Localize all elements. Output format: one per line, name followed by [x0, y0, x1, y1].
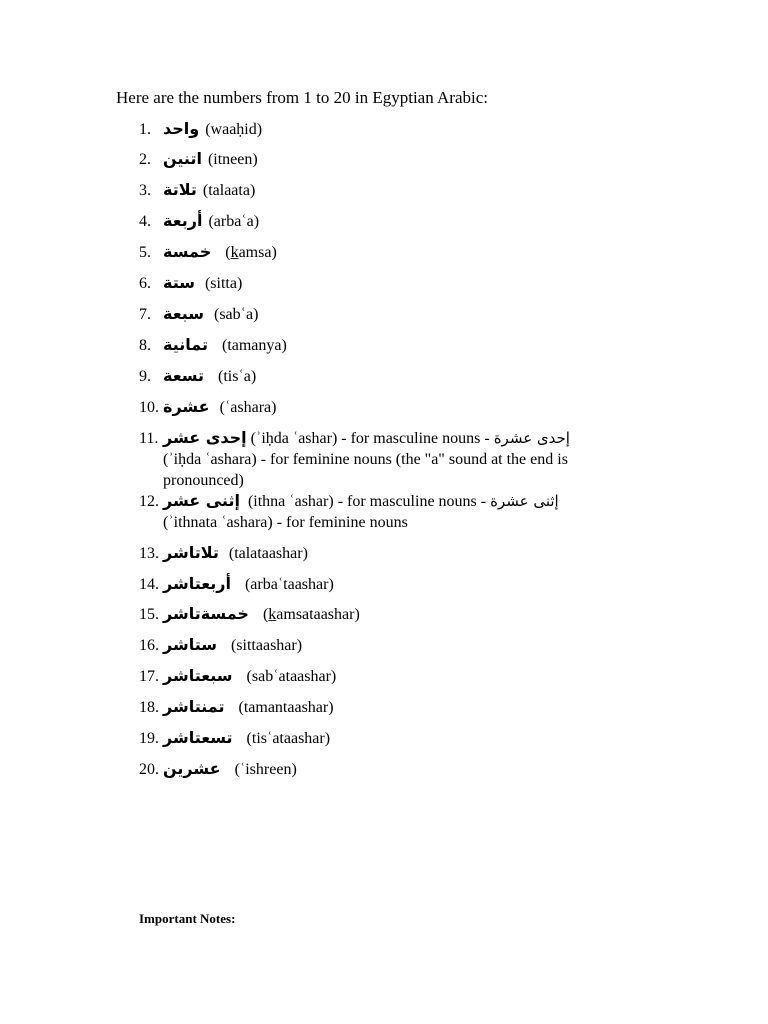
list-item [139, 573, 334, 595]
transliteration: (waaḥid) [205, 121, 263, 138]
list-item [139, 148, 258, 170]
intro-text: Here are the numbers from 1 to 20 in Egyptian Arabic: [116, 88, 488, 107]
list-item [139, 603, 360, 625]
item-number: 2. [139, 151, 151, 168]
transliteration: (sabʿa) [214, 306, 259, 323]
list-item [139, 634, 302, 656]
item-number: 18. [139, 699, 159, 716]
arabic-word-feminine: إحدى عشرة [493, 429, 570, 447]
list-item [139, 334, 287, 356]
transliteration: (talaata) [202, 182, 256, 199]
arabic-word-feminine: إثنى عشرة [490, 492, 559, 510]
arabic-word: ستاشر [163, 635, 217, 654]
list-item [139, 542, 308, 564]
list-item [139, 365, 256, 387]
arabic-word: خمسةتاشر [163, 604, 249, 623]
item-number: 5. [139, 244, 151, 261]
transliteration: (itneen) [207, 151, 258, 168]
item-number: 10. [139, 399, 159, 416]
arabic-word: عشرين [163, 759, 221, 778]
arabic-word: إثنى عشر [163, 491, 240, 510]
transliteration: (k̲amsataashar) [262, 606, 360, 623]
list-item [139, 118, 262, 140]
list-item [139, 427, 639, 491]
list-item [139, 272, 242, 294]
arabic-word: اتنين [163, 149, 202, 168]
arabic-word: إحدى عشر [163, 428, 247, 447]
item-number: 8. [139, 337, 151, 354]
arabic-word: خمسة [163, 242, 212, 261]
item-number: 3. [139, 182, 151, 199]
transliteration: (ʾiḥda ʿashar) - for masculine nouns - [250, 430, 490, 447]
list-item [139, 241, 277, 263]
arabic-word: أربعتاشر [163, 574, 231, 593]
continuation-text: (ʾiḥda ʿashara) - for feminine nouns (the "a" sound at the end is pronounced) [163, 451, 568, 489]
transliteration: (ʿashara) [219, 399, 277, 416]
arabic-word: تمانية [163, 335, 208, 354]
transliteration: (ithna ʿashar) - for masculine nouns - [247, 493, 487, 510]
item-number: 19. [139, 730, 159, 747]
arabic-word: تسعتاشر [163, 728, 233, 747]
transliteration: (tisʿataashar) [246, 730, 331, 747]
item-number: 17. [139, 668, 159, 685]
transliteration: (arbaʿa) [208, 213, 260, 230]
list-item [139, 303, 258, 325]
item-number: 6. [139, 275, 151, 292]
arabic-word: أربعة [163, 211, 203, 230]
arabic-word: ستة [163, 273, 195, 292]
notes-heading: Important Notes: [139, 911, 236, 926]
arabic-word: تسعة [163, 366, 205, 385]
transliteration: (sittaashar) [230, 637, 303, 654]
arabic-word: سبعتاشر [163, 666, 233, 685]
list-item [139, 396, 276, 418]
transliteration: (tisʿa) [218, 368, 257, 385]
transliteration: (talataashar) [228, 545, 308, 562]
transliteration: (k̲amsa) [225, 244, 277, 261]
arabic-word: سبعة [163, 304, 204, 323]
item-number: 7. [139, 306, 151, 323]
list-item [139, 727, 330, 749]
list-item [139, 490, 639, 533]
list-item [139, 758, 297, 780]
item-number: 12. [139, 493, 159, 510]
item-number: 14. [139, 576, 159, 593]
arabic-word: تمنتاشر [163, 697, 225, 716]
transliteration: (arbaʿtaashar) [244, 576, 334, 593]
item-number: 20. [139, 761, 159, 778]
list-item [139, 179, 255, 201]
transliteration: (tamantaashar) [238, 699, 334, 716]
arabic-word: واحد [163, 119, 200, 138]
item-number: 16. [139, 637, 159, 654]
arabic-word: تلاتاشر [163, 543, 219, 562]
arabic-word: عشرة [163, 397, 210, 416]
item-number: 1. [139, 121, 151, 138]
continuation-text: (ʾithnata ʿashara) - for feminine nouns [163, 514, 408, 531]
item-number: 13. [139, 545, 159, 562]
list-item [139, 210, 259, 232]
transliteration: (sabʿataashar) [246, 668, 337, 685]
arabic-word: تلاتة [163, 180, 197, 199]
item-number: 15. [139, 606, 159, 623]
transliteration: (ʿishreen) [234, 761, 297, 778]
transliteration: (tamanya) [221, 337, 287, 354]
transliteration: (sitta) [204, 275, 243, 292]
item-number: 4. [139, 213, 151, 230]
item-number: 9. [139, 368, 151, 385]
list-item [139, 665, 336, 687]
item-number: 11. [139, 430, 159, 447]
list-item [139, 696, 334, 718]
